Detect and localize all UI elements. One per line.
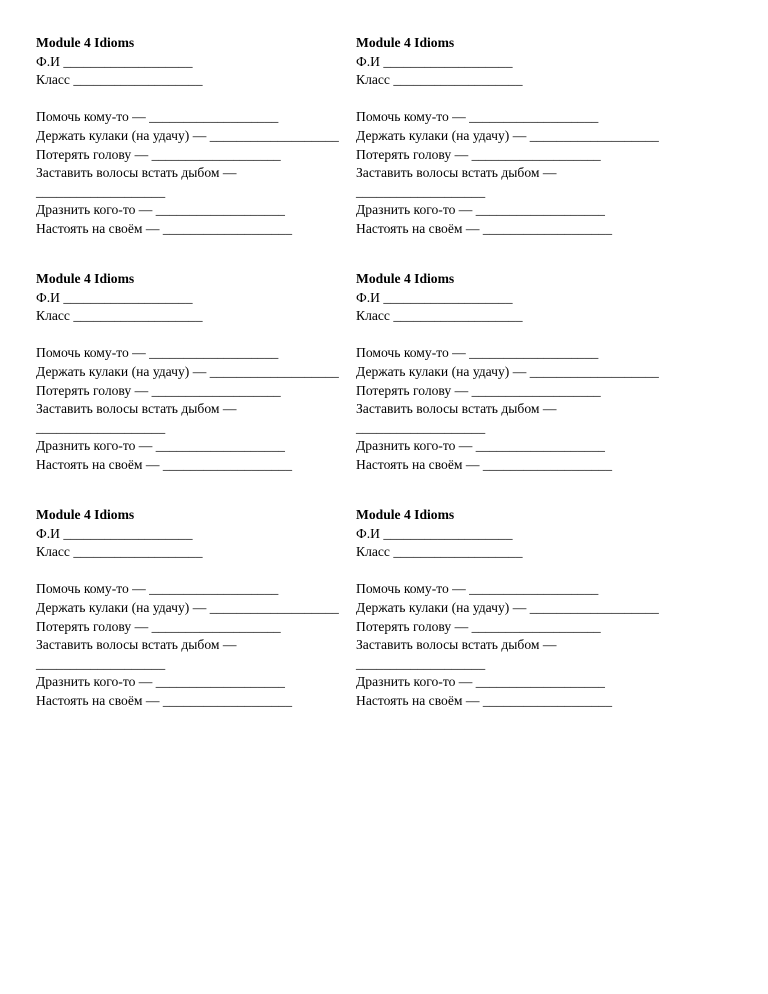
idiom-answer-blank: ___________________ (36, 655, 166, 671)
idiom-line: Потерять голову — ___________________ (36, 146, 281, 162)
idiom-line: Потерять голову — ___________________ (356, 618, 601, 634)
worksheet-card (356, 34, 666, 239)
idiom-line: Настоять на своём — ___________________ (356, 220, 613, 236)
idiom-line: Настоять на своём — ___________________ (36, 692, 293, 708)
card-title: Module 4 Idioms (356, 507, 455, 522)
idiom-line: Дразнить кого-то — ___________________ (356, 438, 605, 454)
idiom-line: Дразнить кого-то — ___________________ (36, 438, 285, 454)
idiom-line: Держать кулаки (на удачу) — ___________________ (36, 363, 339, 379)
name-field-line: Ф.И ___________________ (36, 53, 193, 69)
class-field-line: Класс ___________________ (356, 544, 523, 560)
worksheet-card (356, 506, 666, 711)
idiom-line: Держать кулаки (на удачу) — ___________________ (356, 599, 659, 615)
idiom-line: Держать кулаки (на удачу) — ___________________ (356, 363, 659, 379)
name-field-line: Ф.И ___________________ (36, 525, 193, 541)
card-title: Module 4 Idioms (36, 271, 135, 286)
spacer (356, 90, 666, 109)
class-field-line: Класс ___________________ (356, 72, 523, 88)
spacer (36, 562, 346, 581)
idiom-line: Дразнить кого-то — ___________________ (36, 202, 285, 218)
idiom-line: Помочь кому-то — ___________________ (36, 109, 279, 125)
idiom-answer-blank: ___________________ (36, 183, 166, 199)
idiom-line: Потерять голову — ___________________ (356, 382, 601, 398)
idiom-line: Помочь кому-то — ___________________ (356, 581, 599, 597)
class-field-line: Класс ___________________ (356, 308, 523, 324)
idiom-line: Настоять на своём — ___________________ (36, 456, 293, 472)
spacer (36, 326, 346, 345)
idiom-line: Дразнить кого-то — ___________________ (36, 674, 285, 690)
spacer (356, 562, 666, 581)
idiom-answer-blank: ___________________ (356, 655, 486, 671)
idiom-answer-blank: ___________________ (36, 419, 166, 435)
class-field-line: Класс ___________________ (36, 308, 203, 324)
idiom-line: Помочь кому-то — ___________________ (356, 345, 599, 361)
idiom-line: Помочь кому-то — ___________________ (36, 345, 279, 361)
idiom-line: Помочь кому-то — ___________________ (356, 109, 599, 125)
spacer (36, 90, 346, 109)
idiom-line: Помочь кому-то — ___________________ (36, 581, 279, 597)
card-title: Module 4 Idioms (356, 35, 455, 50)
idiom-line: Держать кулаки (на удачу) — ___________________ (36, 127, 339, 143)
spacer (356, 326, 666, 345)
idiom-line: Заставить волосы встать дыбом — (36, 401, 237, 417)
idiom-line: Дразнить кого-то — ___________________ (356, 202, 605, 218)
idiom-line: Потерять голову — ___________________ (36, 618, 281, 634)
name-field-line: Ф.И ___________________ (36, 289, 193, 305)
worksheet-card (36, 34, 346, 239)
idiom-line: Настоять на своём — ___________________ (356, 456, 613, 472)
card-title: Module 4 Idioms (36, 507, 135, 522)
idiom-line: Потерять голову — ___________________ (36, 382, 281, 398)
name-field-line: Ф.И ___________________ (356, 289, 513, 305)
card-title: Module 4 Idioms (356, 271, 455, 286)
idiom-line: Дразнить кого-то — ___________________ (356, 674, 605, 690)
idiom-answer-blank: ___________________ (356, 419, 486, 435)
name-field-line: Ф.И ___________________ (356, 53, 513, 69)
card-title: Module 4 Idioms (36, 35, 135, 50)
worksheet-card (36, 270, 346, 475)
name-field-line: Ф.И ___________________ (356, 525, 513, 541)
idiom-line: Заставить волосы встать дыбом — (36, 165, 237, 181)
idiom-line: Заставить волосы встать дыбом — (356, 401, 557, 417)
worksheet-card (36, 506, 346, 711)
idiom-line: Держать кулаки (на удачу) — ___________________ (36, 599, 339, 615)
idiom-line: Настоять на своём — ___________________ (36, 220, 293, 236)
idiom-line: Заставить волосы встать дыбом — (36, 637, 237, 653)
class-field-line: Класс ___________________ (36, 544, 203, 560)
idiom-line: Настоять на своём — ___________________ (356, 692, 613, 708)
worksheet-card (356, 270, 666, 475)
idiom-line: Потерять голову — ___________________ (356, 146, 601, 162)
idiom-line: Заставить волосы встать дыбом — (356, 165, 557, 181)
idiom-line: Держать кулаки (на удачу) — ___________________ (356, 127, 659, 143)
idiom-answer-blank: ___________________ (356, 183, 486, 199)
class-field-line: Класс ___________________ (36, 72, 203, 88)
idiom-line: Заставить волосы встать дыбом — (356, 637, 557, 653)
